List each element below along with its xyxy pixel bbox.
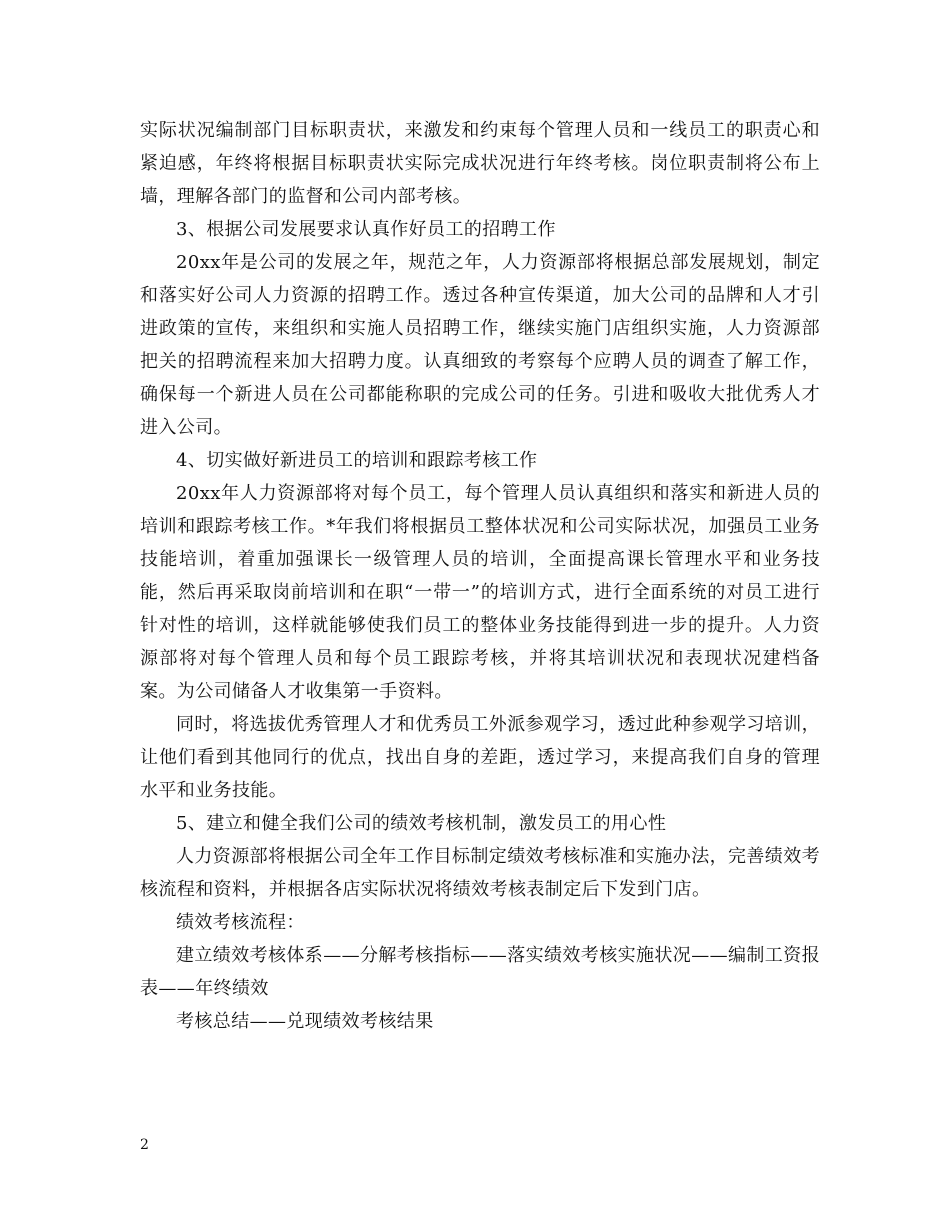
document-body xyxy=(140,114,820,1038)
page-number: 2 xyxy=(140,1137,149,1153)
paragraph-process-steps: 建立绩效考核体系——分解考核指标——落实绩效考核实施状况——编制工资报表——年终绩效 xyxy=(140,945,820,999)
paragraph-process-end: 考核总结——兑现绩效考核结果 xyxy=(176,1011,434,1032)
heading-item-4: 4、切实做好新进员工的培训和跟踪考核工作 xyxy=(176,450,538,471)
paragraph-1: 实际状况编制部门目标职责状，来激发和约束每个管理人员和一线员工的职责心和紧迫感，年终将根据目标职责状实际完成状况进行年终考核。岗位职责制将公布上墙，理解各部门的监督和公司内部考核。 xyxy=(140,120,820,207)
heading-item-3: 3、根据公司发展要求认真作好员工的招聘工作 xyxy=(176,219,556,240)
paragraph-study-visits: 同时，将选拔优秀管理人才和优秀员工外派参观学习，透过此种参观学习培训，让他们看到其他同行的优点，找出自身的差距，透过学习，来提高我们自身的管理水平和业务技能。 xyxy=(140,714,820,801)
paragraph-recruitment: 20xx年是公司的发展之年，规范之年，人力资源部将根据总部发展规划，制定和落实好公司人力资源的招聘工作。透过各种宣传渠道，加大公司的品牌和人才引进政策的宣传，来组织和实施人员招聘工作，继续实施门店组织实施，人力资源部把关的招聘流程来加大招聘力度。认真细致的考察每个应聘人员的调查了解工作，确保每一个新进人员在公司都能称职的完成公司的任务。引进和吸收大批优秀人才进入公司。 xyxy=(140,252,820,438)
heading-item-5: 5、建立和健全我们公司的绩效考核机制，激发员工的用心性 xyxy=(176,813,667,834)
paragraph-performance: 人力资源部将根据公司全年工作目标制定绩效考核标准和实施办法，完善绩效考核流程和资料，并根据各店实际状况将绩效考核表制定后下发到门店。 xyxy=(140,846,820,900)
paragraph-training: 20xx年人力资源部将对每个员工，每个管理人员认真组织和落实和新进人员的培训和跟踪考核工作。*年我们将根据员工整体状况和公司实际状况，加强员工业务技能培训，着重加强课长一级管理人员的培训，全面提高课长管理水平和业务技能，然后再采取岗前培训和在职“一带一”的培训方式，进行全面系统的对员工进行针对性的培训，这样就能够使我们员工的整体业务技能得到进一步的提升。人力资源部将对每个管理人员和每个员工跟踪考核，并将其培训状况和表现状况建档备案。为公司储备人才收集第一手资料。 xyxy=(140,483,820,702)
label-performance-process: 绩效考核流程： xyxy=(176,912,305,933)
